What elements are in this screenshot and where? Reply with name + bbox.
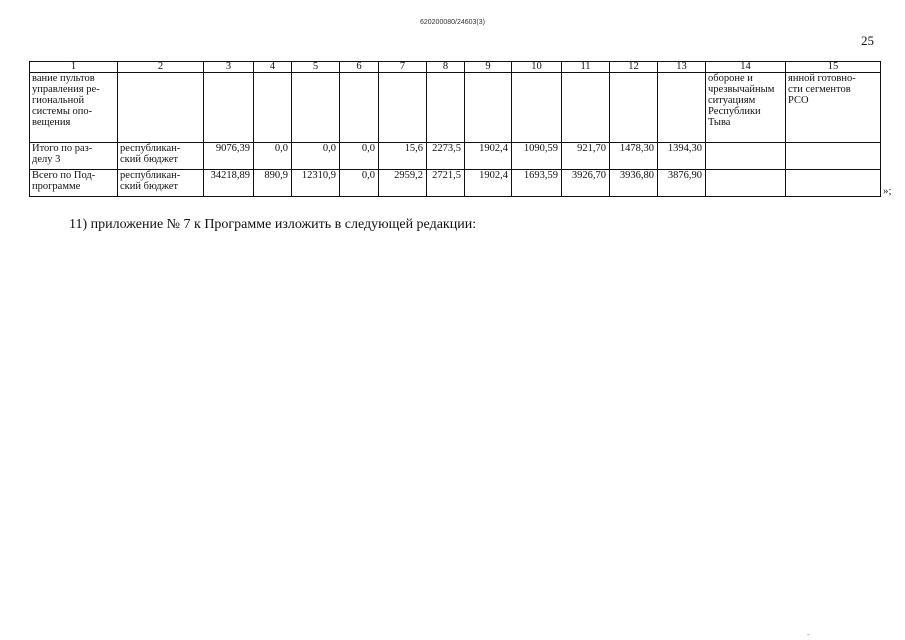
column-number: 1 xyxy=(30,62,118,73)
value-cell: 0,0 xyxy=(254,143,292,170)
column-number: 3 xyxy=(204,62,254,73)
budget-table xyxy=(29,61,881,197)
column-number: 14 xyxy=(706,62,786,73)
text-line: ский бюджет xyxy=(120,154,178,165)
text-line: республикан- xyxy=(120,170,181,181)
value-cell: 2959,2 xyxy=(379,170,427,197)
value-cell: 1478,30 xyxy=(610,143,658,170)
responsible-executor xyxy=(706,73,786,143)
column-number: 9 xyxy=(465,62,512,73)
table-cell xyxy=(254,73,292,143)
text-line: сти сегментов xyxy=(788,84,851,95)
table-cell xyxy=(706,143,786,170)
table-cell xyxy=(512,73,562,143)
value-cell: 1090,59 xyxy=(512,143,562,170)
text-line: чрезвычайным xyxy=(708,84,775,95)
value-cell: 890,9 xyxy=(254,170,292,197)
column-number: 12 xyxy=(610,62,658,73)
value-cell: 9076,39 xyxy=(204,143,254,170)
funding-source xyxy=(118,170,204,197)
table-cell xyxy=(786,143,881,170)
table-cell xyxy=(706,170,786,197)
text-line: гиональной xyxy=(32,95,85,106)
table-cell xyxy=(204,73,254,143)
page-number: 25 xyxy=(861,33,874,48)
text-line: ситуациям xyxy=(708,95,756,106)
row-label xyxy=(30,143,118,170)
row-label xyxy=(30,73,118,143)
column-number: 5 xyxy=(292,62,340,73)
column-number: 7 xyxy=(379,62,427,73)
table-cell xyxy=(610,73,658,143)
text-line: республикан- xyxy=(120,143,181,154)
value-cell: 2273,5 xyxy=(427,143,465,170)
column-number: 10 xyxy=(512,62,562,73)
text-line: системы опо- xyxy=(32,106,93,117)
text-line: янной готовно- xyxy=(788,73,856,84)
value-cell: 2721,5 xyxy=(427,170,465,197)
value-cell: 1394,30 xyxy=(658,143,706,170)
column-number: 15 xyxy=(786,62,881,73)
table-cell xyxy=(340,73,379,143)
text-line: Итого по раз- xyxy=(32,143,93,154)
column-number: 2 xyxy=(118,62,204,73)
row-label xyxy=(30,170,118,197)
text-line: программе xyxy=(32,181,81,192)
table-cell xyxy=(292,73,340,143)
column-number: 11 xyxy=(562,62,610,73)
table-cell xyxy=(562,73,610,143)
text-line: Республики xyxy=(708,106,761,117)
table-row xyxy=(30,170,881,197)
text-line: Всего по Под- xyxy=(32,170,96,181)
table-cell xyxy=(786,170,881,197)
value-cell: 1693,59 xyxy=(512,170,562,197)
value-cell: 12310,9 xyxy=(292,170,340,197)
value-cell: 0,0 xyxy=(340,170,379,197)
value-cell: 0,0 xyxy=(340,143,379,170)
column-number: 6 xyxy=(340,62,379,73)
table-row xyxy=(30,73,881,143)
table-cell xyxy=(379,73,427,143)
column-number-row xyxy=(30,62,881,73)
closing-quote: »; xyxy=(883,185,892,197)
value-cell: 15,6 xyxy=(379,143,427,170)
value-cell: 1902,4 xyxy=(465,170,512,197)
value-cell: 34218,89 xyxy=(204,170,254,197)
value-cell: 3926,70 xyxy=(562,170,610,197)
text-line: обороне и xyxy=(708,73,753,84)
text-line: ский бюджет xyxy=(120,181,178,192)
text-line: вещения xyxy=(32,117,71,128)
table-row xyxy=(30,143,881,170)
value-cell: 3876,90 xyxy=(658,170,706,197)
value-cell: 0,0 xyxy=(292,143,340,170)
column-number: 4 xyxy=(254,62,292,73)
text-line: РСО xyxy=(788,95,809,106)
value-cell: 1902,4 xyxy=(465,143,512,170)
value-cell: 3936,80 xyxy=(610,170,658,197)
text-line: делу 3 xyxy=(32,154,61,165)
text-line: управления ре- xyxy=(32,84,100,95)
table-cell xyxy=(465,73,512,143)
amendment-instruction: 11) приложение № 7 к Программе изложить в следующей редакции: xyxy=(69,217,477,232)
table-cell xyxy=(118,73,204,143)
text-line: Тыва xyxy=(708,117,731,128)
table-cell xyxy=(427,73,465,143)
expected-result xyxy=(786,73,881,143)
document-code: 620200080/24603(3) xyxy=(419,19,485,26)
value-cell: 921,70 xyxy=(562,143,610,170)
scan-mark: - xyxy=(807,630,810,639)
funding-source xyxy=(118,143,204,170)
text-line: вание пультов xyxy=(32,73,95,84)
column-number: 8 xyxy=(427,62,465,73)
column-number: 13 xyxy=(658,62,706,73)
table-cell xyxy=(658,73,706,143)
